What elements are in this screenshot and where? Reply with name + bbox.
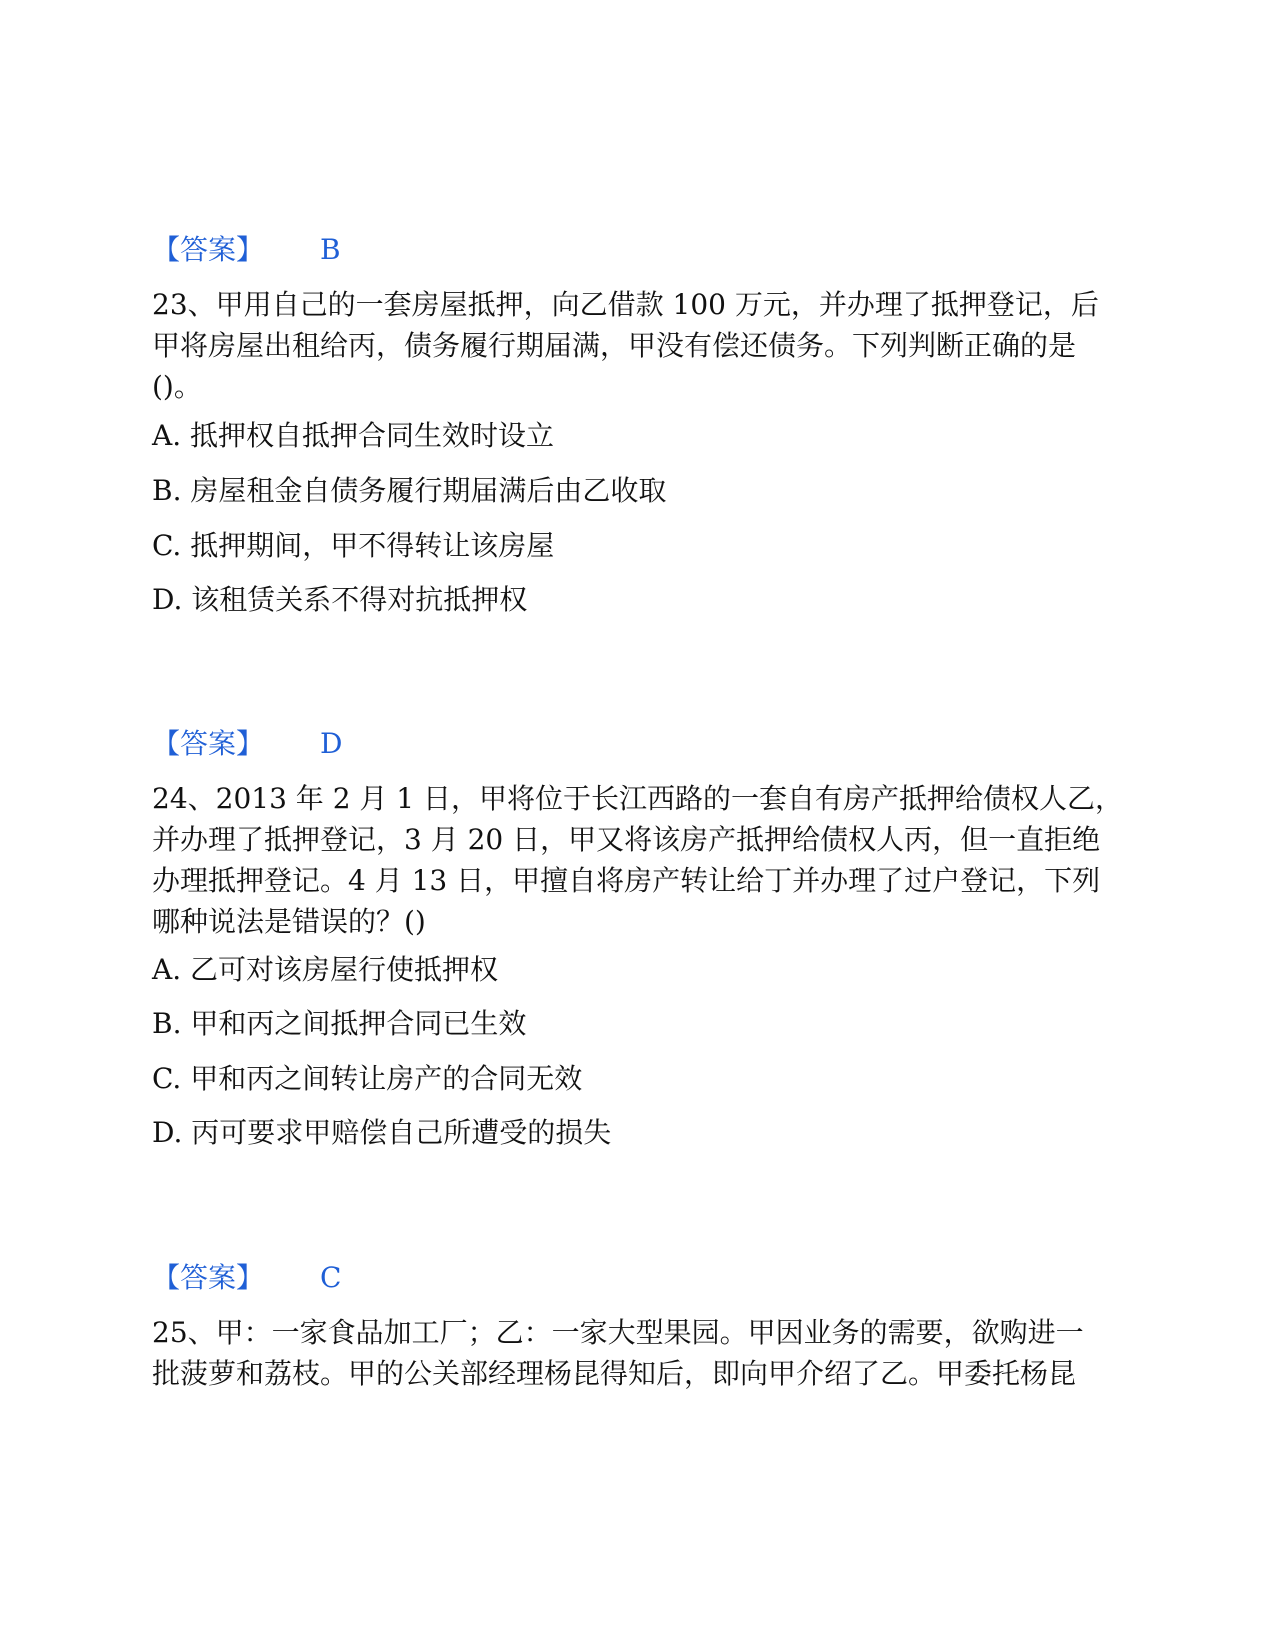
question-line: 并办理了抵押登记，3 月 20 日，甲又将该房产抵押给债权人丙，但一直拒绝 — [152, 823, 1101, 856]
question-line: 24、2013 年 2 月 1 日，甲将位于长江西路的一套自有房产抵押给债权人乙， — [152, 782, 1124, 815]
question-23-option-d: D. 该租赁关系不得对抗抵押权 — [152, 583, 528, 616]
answer-value: D — [320, 727, 343, 760]
answer-value: B — [320, 233, 341, 266]
question-24-option-a: A. 乙可对该房屋行使抵押权 — [152, 953, 499, 986]
question-24-stem — [152, 778, 1127, 942]
question-line: 23、甲用自己的一套房屋抵押，向乙借款 100 万元，并办理了抵押登记，后 — [152, 288, 1099, 321]
question-line: ()。 — [152, 370, 202, 403]
question-23-stem — [152, 284, 1127, 407]
question-23-option-b: B. 房屋租金自债务履行期届满后由乙收取 — [152, 474, 667, 507]
question-23-option-a: A. 抵押权自抵押合同生效时设立 — [152, 419, 555, 452]
answer-q24 — [152, 1258, 341, 1298]
question-line: 甲将房屋出租给丙，债务履行期届满，甲没有偿还债务。下列判断正确的是 — [152, 329, 1077, 362]
answer-q23 — [152, 724, 342, 764]
answer-label: 【答案】 — [152, 233, 265, 266]
question-line: 哪种说法是错误的？() — [152, 905, 426, 938]
answer-q22 — [152, 230, 341, 270]
question-24-option-b: B. 甲和丙之间抵押合同已生效 — [152, 1007, 527, 1040]
question-25-stem — [152, 1312, 1127, 1394]
question-24-option-d: D. 丙可要求甲赔偿自己所遭受的损失 — [152, 1116, 612, 1149]
question-line: 25、甲：一家食品加工厂；乙：一家大型果园。甲因业务的需要，欲购进一 — [152, 1316, 1084, 1349]
answer-label: 【答案】 — [152, 1261, 265, 1294]
answer-value: C — [320, 1261, 342, 1294]
question-24-option-c: C. 甲和丙之间转让房产的合同无效 — [152, 1062, 583, 1095]
answer-label: 【答案】 — [152, 727, 265, 760]
question-line: 批菠萝和荔枝。甲的公关部经理杨昆得知后，即向甲介绍了乙。甲委托杨昆 — [152, 1357, 1077, 1390]
question-line: 办理抵押登记。4 月 13 日，甲擅自将房产转让给丁并办理了过户登记，下列 — [152, 864, 1101, 897]
question-23-option-c: C. 抵押期间，甲不得转让该房屋 — [152, 529, 555, 562]
